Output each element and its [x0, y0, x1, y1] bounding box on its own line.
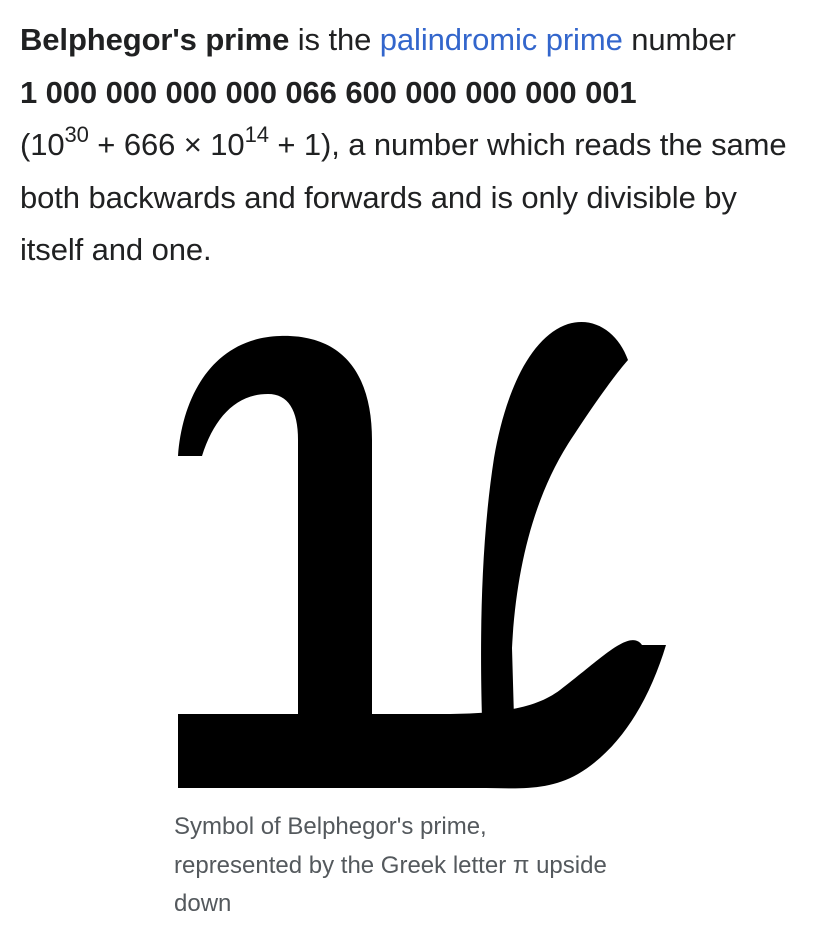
article-description: + 1), a number which reads the same both backwards and forwards and is only divisible by itself and one.	[20, 127, 787, 267]
article-text: is the	[289, 22, 380, 57]
exponent: 30	[64, 121, 89, 147]
left-leg-shape	[178, 336, 372, 718]
expression-text: (10	[20, 127, 65, 162]
palindromic-prime-link[interactable]: palindromic prime	[379, 22, 623, 57]
belphegor-number: 1 000 000 000 000 066 600 000 000 000 001	[20, 74, 637, 110]
article-term: Belphegor's prime	[20, 22, 290, 57]
article-text: number	[622, 22, 736, 57]
caption-line: Symbol of Belphegor's prime,	[174, 813, 487, 840]
caption-line: represented by the Greek letter π upside	[174, 851, 607, 879]
exponent: 14	[244, 121, 269, 147]
caption-line: down	[174, 890, 232, 917]
base-bar-shape	[178, 640, 666, 788]
figure-caption	[174, 808, 694, 924]
belphegor-symbol-figure[interactable]	[176, 318, 670, 792]
expression-text: + 666 × 10	[88, 127, 245, 162]
upside-down-pi-icon	[176, 318, 670, 792]
article-paragraph	[20, 14, 800, 277]
